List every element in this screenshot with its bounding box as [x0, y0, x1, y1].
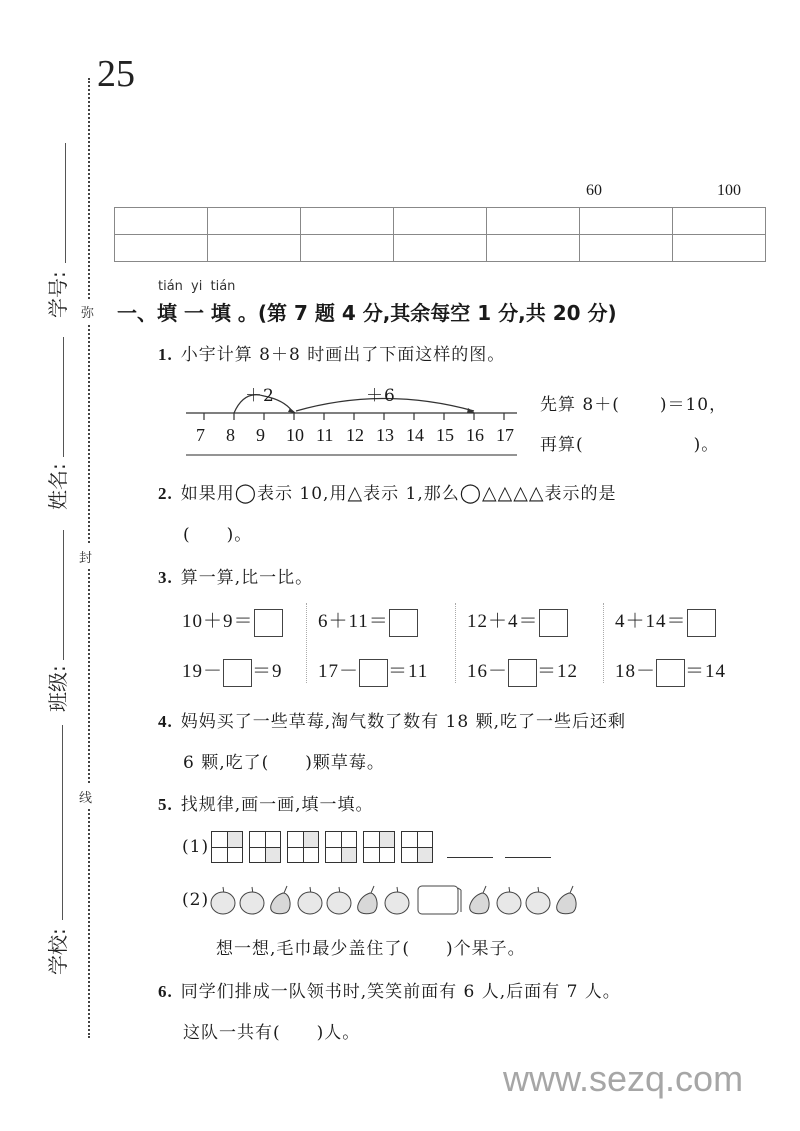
q2-text: 如果用 [180, 484, 235, 504]
score-cell[interactable] [208, 208, 301, 235]
expression: 10＋9＝ [182, 611, 254, 632]
seal-char-feng: 封 [79, 545, 92, 568]
pear-icon [267, 885, 295, 915]
q5-part1 [182, 831, 551, 863]
pattern-grid [249, 831, 281, 863]
draw-blank[interactable] [447, 837, 493, 858]
student-id-line[interactable] [65, 143, 66, 263]
question-number: 5. [158, 795, 173, 814]
section-title: 一、填 一 填 。(第 7 题 4 分,其余每空 1 分,共 20 分) [117, 301, 617, 325]
expression: 19－ [182, 661, 224, 682]
name-label: 姓名: [46, 463, 70, 510]
column-divider [306, 603, 307, 683]
question-text: 算一算,比一比。 [180, 568, 314, 588]
question-number: 3. [158, 568, 173, 587]
score-cell[interactable] [115, 208, 208, 235]
question-5 [158, 790, 374, 815]
apple-icon [383, 885, 411, 915]
expression: ＝9 [252, 661, 283, 682]
pattern-grid [363, 831, 395, 863]
question-text: 同学们排成一队领书时,笑笑前面有 6 人,后面有 7 人。 [180, 982, 621, 1002]
tick-label: 16 [466, 425, 484, 445]
q5-think-answer[interactable]: 想一想,毛巾最少盖住了( )个果子。 [216, 939, 526, 959]
column-divider [455, 603, 456, 683]
expression: 18－ [615, 661, 657, 682]
question-text: 小宇计算 8＋8 时画出了下面这样的图。 [180, 345, 506, 365]
calc-item [182, 606, 283, 637]
pear-icon [553, 885, 581, 915]
calc-item [467, 606, 568, 637]
seal-char-mi: 弥 [81, 300, 94, 323]
tick-label: 15 [436, 425, 454, 445]
apple-icon [495, 885, 523, 915]
expression: 17－ [318, 661, 360, 682]
q1-second-step [540, 430, 719, 455]
apple-icon [238, 885, 266, 915]
answer-box[interactable] [254, 609, 283, 637]
score-header-100: 100 [717, 182, 741, 199]
circle-icon: ◯ [234, 482, 258, 504]
page-number: 25 [97, 53, 135, 95]
name-line[interactable] [63, 337, 64, 457]
calc-item [318, 606, 418, 637]
score-cell[interactable] [208, 235, 301, 262]
score-row [115, 235, 766, 262]
tick-label: 11 [316, 425, 334, 445]
apple-icon [524, 885, 552, 915]
class-label: 班级: [46, 665, 70, 712]
expression: 4＋14＝ [615, 611, 687, 632]
draw-blank[interactable] [505, 837, 551, 858]
tick-label: 12 [346, 425, 364, 445]
question-number: 6. [158, 982, 173, 1001]
q2-text: 表示 10,用 [257, 484, 348, 504]
expression: 16－ [467, 661, 509, 682]
question-number: 1. [158, 345, 173, 364]
score-cell[interactable] [394, 235, 487, 262]
answer-box[interactable] [508, 659, 537, 687]
question-text: 妈妈买了一些草莓,淘气数了数有 18 颗,吃了一些后还剩 [180, 712, 626, 732]
score-cell[interactable] [487, 208, 580, 235]
calc-item [182, 656, 283, 687]
calc-item [467, 656, 578, 687]
school-line[interactable] [62, 725, 63, 920]
pear-icon [466, 885, 494, 915]
apple-icon [325, 885, 353, 915]
expression: ＝11 [388, 661, 429, 682]
score-cell[interactable] [487, 235, 580, 262]
question-2 [158, 479, 616, 504]
answer-box[interactable] [389, 609, 418, 637]
tick-label: 9 [256, 425, 265, 445]
score-cell[interactable] [673, 208, 766, 235]
q1-first-prefix: 先算 8＋( [540, 395, 620, 415]
score-cell[interactable] [673, 235, 766, 262]
tick-label: 8 [226, 425, 235, 445]
triangle-icon: △ [513, 482, 529, 504]
seal-char-xian: 线 [79, 785, 92, 808]
tick-label: 7 [196, 425, 205, 445]
pattern-grid [401, 831, 433, 863]
section-pinyin: tián yi tián [158, 279, 236, 294]
pattern-grid [287, 831, 319, 863]
apple-icon [209, 885, 237, 915]
answer-box[interactable] [539, 609, 568, 637]
question-1 [158, 340, 505, 365]
answer-box[interactable] [223, 659, 252, 687]
pear-icon [354, 885, 382, 915]
watermark: www.sezq.com [503, 1058, 744, 1099]
q1-first-suffix: )＝10， [659, 395, 728, 415]
question-3 [158, 563, 313, 588]
score-cell[interactable] [580, 235, 673, 262]
number-line-diagram [184, 378, 519, 458]
triangle-icon: △ [347, 482, 364, 504]
score-cell[interactable] [115, 235, 208, 262]
calc-item [615, 656, 726, 687]
part-label: (1) [182, 837, 210, 857]
q1-second-prefix: 再算( [540, 435, 584, 455]
pattern-grid [211, 831, 243, 863]
part-label: (2) [182, 890, 210, 910]
answer-box[interactable] [359, 659, 388, 687]
q6-answer-line[interactable]: 这队一共有( )人。 [183, 1023, 361, 1043]
answer-box[interactable] [656, 659, 685, 687]
tick-label: 14 [406, 425, 424, 445]
calc-item [318, 656, 428, 687]
expression: ＝12 [537, 661, 579, 682]
student-id-label: 学号: [46, 271, 70, 318]
score-header-60: 60 [586, 182, 602, 199]
score-row [115, 208, 766, 235]
jump-label-plus6: ＋6 [366, 386, 396, 406]
score-cell[interactable] [301, 208, 394, 235]
question-number: 2. [158, 484, 173, 503]
score-cell[interactable] [301, 235, 394, 262]
expression: 6＋11＝ [318, 611, 389, 632]
tick-label: 17 [496, 425, 514, 445]
question-6 [158, 977, 621, 1002]
school-label: 学校: [46, 928, 70, 975]
number-line-ticks [196, 425, 526, 446]
triangle-icon: △ [497, 482, 514, 504]
towel-icon [416, 884, 462, 916]
q2-text: 表示 1,那么 [363, 484, 460, 504]
tick-label: 10 [286, 425, 304, 445]
expression: 12＋4＝ [467, 611, 539, 632]
question-4 [158, 707, 626, 732]
tick-label: 13 [376, 425, 394, 445]
answer-box[interactable] [687, 609, 716, 637]
question-number: 4. [158, 712, 173, 731]
score-cell[interactable] [394, 208, 487, 235]
q1-second-suffix: )。 [693, 435, 720, 455]
pattern-grid [325, 831, 357, 863]
score-table [114, 207, 766, 262]
jump-label-plus2: ＋2 [245, 386, 275, 406]
q5-part2 [182, 884, 582, 916]
expression: ＝14 [685, 661, 727, 682]
triangle-icon: △ [528, 482, 545, 504]
triangle-icon: △ [481, 482, 498, 504]
apple-icon [296, 885, 324, 915]
q1-first-step [540, 390, 727, 415]
question-text: 找规律,画一画,填一填。 [180, 795, 374, 815]
score-cell[interactable] [580, 208, 673, 235]
calc-item [615, 606, 716, 637]
class-line[interactable] [63, 530, 64, 660]
column-divider [603, 603, 604, 683]
q2-text: 表示的是 [544, 484, 617, 504]
q4-answer-line[interactable]: 6 颗,吃了( )颗草莓。 [183, 753, 385, 773]
circle-icon: ◯ [459, 482, 482, 504]
q2-answer-blank[interactable]: ( )。 [183, 525, 253, 545]
